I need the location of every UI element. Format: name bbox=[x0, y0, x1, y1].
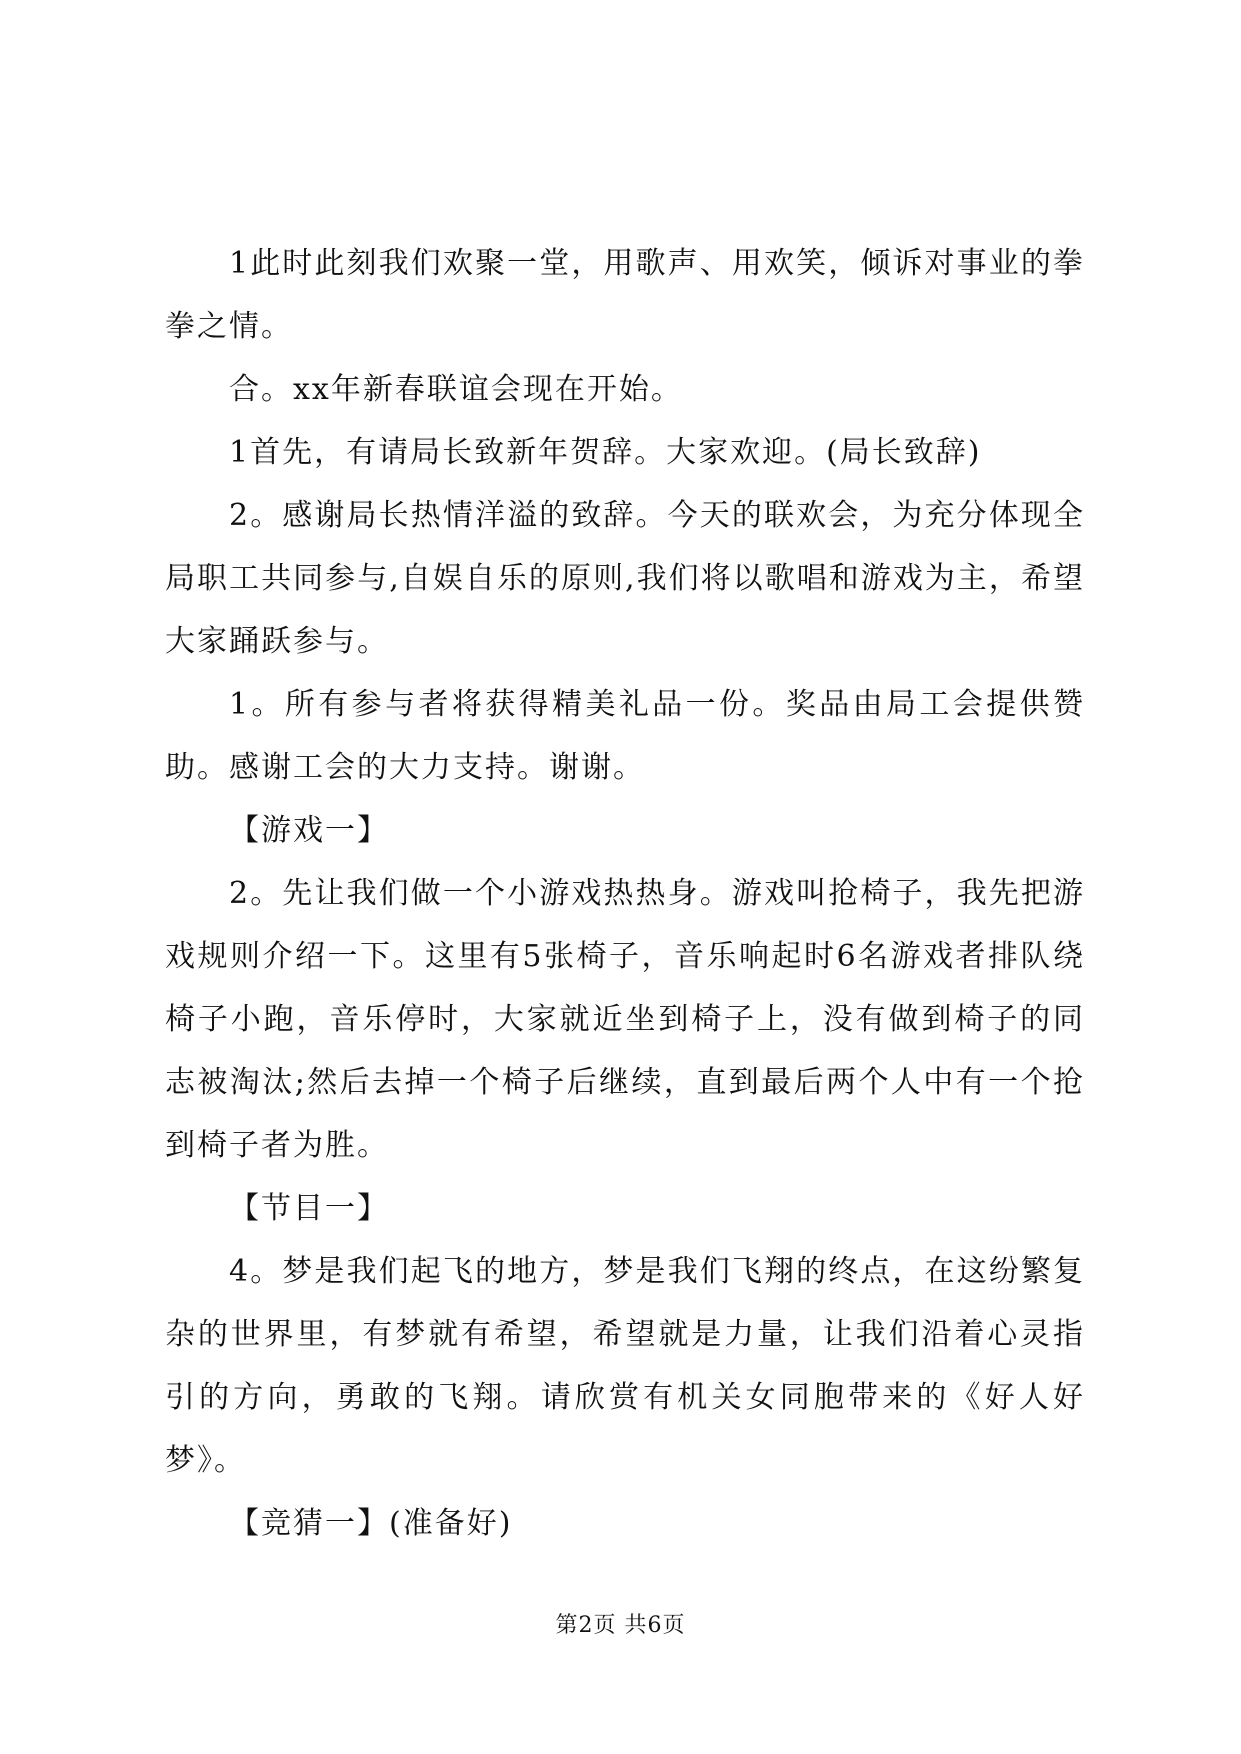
page-footer: 第2页 共6页 bbox=[555, 1613, 686, 1638]
paragraph-2: 合。xx年新春联谊会现在开始。 bbox=[229, 372, 683, 407]
paragraph-1: 1此时此刻我们欢聚一堂，用歌声、用欢笑，倾诉对事业的拳拳之情。 bbox=[165, 246, 1085, 344]
section-heading-quiz-1: 【竞猜一】(准备好) bbox=[229, 1506, 513, 1541]
section-heading-game-1: 【游戏一】 bbox=[229, 813, 389, 848]
document-body bbox=[165, 232, 1085, 1555]
paragraph-4: 2。感谢局长热情洋溢的致辞。今天的联欢会，为充分体现全局职工共同参与,自娱自乐的原则,我们将以歌唱和游戏为主，希望大家踊跃参与。 bbox=[165, 498, 1085, 659]
section-heading-program-1: 【节目一】 bbox=[229, 1191, 389, 1226]
paragraph-3: 1首先，有请局长致新年贺辞。大家欢迎。(局长致辞) bbox=[229, 435, 982, 470]
paragraph-5: 1。所有参与者将获得精美礼品一份。奖品由局工会提供赞助。感谢工会的大力支持。谢谢。 bbox=[165, 687, 1085, 785]
paragraph-6: 2。先让我们做一个小游戏热热身。游戏叫抢椅子，我先把游戏规则介绍一下。这里有5张椅子，音乐响起时6名游戏者排队绕椅子小跑，音乐停时，大家就近坐到椅子上，没有做到椅子的同志被淘汰;然后去掉一个椅子后继续，直到最后两个人中有一个抢到椅子者为胜。 bbox=[165, 876, 1085, 1163]
paragraph-7: 4。梦是我们起飞的地方，梦是我们飞翔的终点，在这纷繁复杂的世界里，有梦就有希望，希望就是力量，让我们沿着心灵指引的方向，勇敢的飞翔。请欣赏有机关女同胞带来的《好人好梦》。 bbox=[165, 1254, 1085, 1478]
